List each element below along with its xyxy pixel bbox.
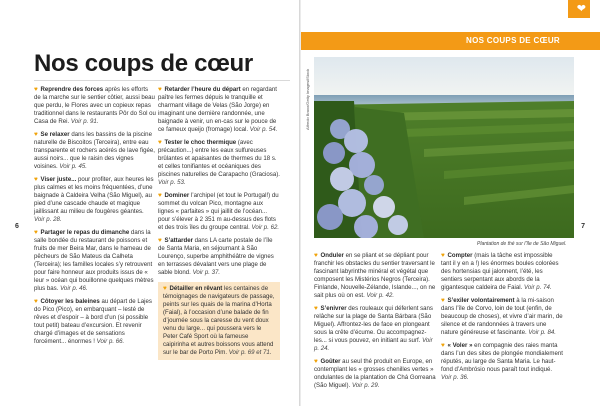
list-item: ♥ S’attarder dans LA carte postale de l’île de Santa Maria, en séjournant à São Lourenço, superbe amphithéâtre de vignes en terrasses dévalant vers une plage de sable blond. Voir p. 37. bbox=[158, 237, 274, 276]
heart-icon: ♥ bbox=[158, 139, 162, 146]
list-item: ♥ Tester le choc thermique (avec précaution...) entre les eaux sulfureuses brûlantes et apaisantes de thermes du 18 s. et celles tonifiantes et océaniques des piscines naturelles de Carapacho (Graciosa). Voir p. 53. bbox=[158, 139, 280, 186]
photo-illustration bbox=[314, 57, 574, 238]
page-title: Nos coups de cœur bbox=[34, 50, 253, 77]
list-item: ♥ Partager le repas du dimanche dans la salle bondée du restaurant de poissons et fruits de mer Beira Mar, dans le hameau de pêcheurs de São Mateus da Calheta (Terceira); les familles locales s’y retrouvent pour faire honneur aux produits issus de « leur » océan qui bouillonne quelques mètres plus bas. Voir p. 46. bbox=[34, 229, 154, 292]
right-column-2 bbox=[441, 252, 563, 387]
tip-box: ♥ Détailler en rêvant les centaines de témoignages de navigateurs de passage, peints sur les quais de la marina d’Horta (Faial), à l’occasion d’une balade de fin d’journée sous la caresse du vent doux venu du large... qui poussera vers le Peter Café Sport où la fameuse caipirinha et autres boissons vous attend sur le bar de Porto Pim. Voir p. 69 et 71. bbox=[158, 282, 280, 360]
heart-icon: ♥ bbox=[158, 86, 162, 93]
heart-icon: ♥ bbox=[314, 305, 318, 312]
left-column-2 bbox=[158, 86, 280, 360]
heart-icon: ♥ bbox=[441, 297, 445, 304]
list-item: ♥ Retarder l’heure du départ en regardant paître les fermes dépuis le tranquille et charmant village de Velas (São Jorge) en imaginant une dernière randonnée, une baignade à venir, un en-cas sur le pouce de ce fameux queijo (fromage) local. Voir p. 54. bbox=[158, 86, 278, 133]
heart-icon: ♥ bbox=[34, 86, 38, 93]
list-item: ♥ « Voler » en compagnie des raies manta dans l’un des sites de plongée mondialement réputés, au large de Santa Maria. Le haut-fond d’Ambrósio nous paraît tout indiqué. Voir p. 36. bbox=[441, 342, 563, 381]
heart-icon: ♥ bbox=[34, 298, 38, 305]
heart-icon: ❤ bbox=[576, 3, 586, 15]
heart-icon: ♥ bbox=[441, 342, 445, 349]
list-item: ♥ Se relaxer dans les bassins de la piscine naturelle de Biscoitos (Terceira), entre eau transparente et rochers acérés de lave figée, aussi noirs... que le raisin des vignes voisines. Voir p. 45. bbox=[34, 131, 155, 170]
list-item: ♥ Onduler en se pliant et se dépliant pour franchir les obstacles du sentier traversant le fascinant labyrinthe minéral et végétal que composent les Mistérios Negros (Terceira). Finlande, Nouvelle-Zélande, Islande..., on ne sait plus où on est. Voir p. 42. bbox=[314, 252, 436, 299]
tea-plantation-photo bbox=[314, 57, 574, 238]
heart-icon: ♥ bbox=[158, 192, 162, 199]
right-column-1 bbox=[314, 252, 436, 395]
list-item: ♥ Côtoyer les baleines au départ de Lajes do Pico (Pico), en embarquant – lesté de rêves et d’espoir – à bord d’un (si possible tout petit) bateau d’excursion. Et revenir chargé d’images et de sensations forcément... énormes ! Voir p. 66. bbox=[34, 298, 152, 345]
photo-caption: Plantation de thé sur l’île de São Miguel. bbox=[477, 241, 567, 247]
heart-icon: ♥ bbox=[34, 176, 38, 183]
heart-icon: ♥ bbox=[314, 358, 318, 365]
list-item: ♥ S’enivrer des rouleaux qui déferlent sans relâche sur la plage de Santa Bárbara (São Miguel). Affrontez-les de face en plongeant sous la crête d’écume. Ou accompagnez-les... si vous pouvez, en initiant au surf. Voir p. 24. bbox=[314, 305, 433, 352]
list-item: ♥ S’exiler volontairement à la mi-saison dans l’île de Corvo, loin de tout (enfin, de beaucoup de choses), et vivre d’air marin, de silence et de randonnées à travers une nature généreuse et fascinante. Voir p. 84. bbox=[441, 297, 563, 336]
heart-icon: ♥ bbox=[34, 229, 38, 236]
photo-credit: Alfredo Bravo/Getty Images/iStock bbox=[305, 68, 310, 130]
list-item: ♥ Compter (mais la tâche est impossible tant il y en a !) les énormes boules colorées des hortensias qui jalonnent, l’été, les sentiers serpentant aux abords de la gigantesque caldeira de Faial. Voir p. 74. bbox=[441, 252, 559, 291]
page-number: 6 bbox=[15, 223, 19, 230]
list-item: ♥ Goûter au seul thé produit en Europe, en contemplant les « grosses chenilles vertes » ondulantes de la plantation de Chá Gorreana (São Miguel). Voir p. 29. bbox=[314, 358, 436, 389]
page-number: 7 bbox=[581, 223, 585, 230]
list-item: ♥ Viser juste... pour profiter, aux heures les plus calmes et les moins fréquentées, d’une baignade à Caldeira Velha (São Miguel), au pied d’une cascade chaude et magique jaillissant au milieu de fougères géantes. Voir p. 28. bbox=[34, 176, 154, 223]
section-label: NOS COUPS DE CŒUR bbox=[466, 36, 560, 45]
heart-icon: ♥ bbox=[163, 285, 167, 292]
header-band bbox=[301, 32, 600, 50]
left-page bbox=[0, 0, 299, 406]
heart-icon: ♥ bbox=[34, 131, 38, 138]
list-item: ♥ Reprendre des forces après les efforts de la marche sur le sentier côtier, aussi beau que perdu, le Flores avec un copieux repas traditionnel dans le restaurants Pôr do Sol ou Casa de Rei. Voir p. 91. bbox=[34, 86, 156, 125]
heart-icon: ♥ bbox=[441, 252, 445, 259]
left-column-1 bbox=[34, 86, 156, 351]
list-item: ♥ Dominer l’archipel (et tout le Portugal!) du sommet du volcan Pico, montagne aux lignes « parfaites » qui jaillit de l’océan... pour s’élever à 2 351 m au-dessus des flots et des trois îles du groupe central. Voir p. 62. bbox=[158, 192, 280, 231]
heart-icon: ♥ bbox=[314, 252, 318, 259]
title-divider bbox=[34, 80, 290, 81]
heart-icon: ♥ bbox=[158, 237, 162, 244]
